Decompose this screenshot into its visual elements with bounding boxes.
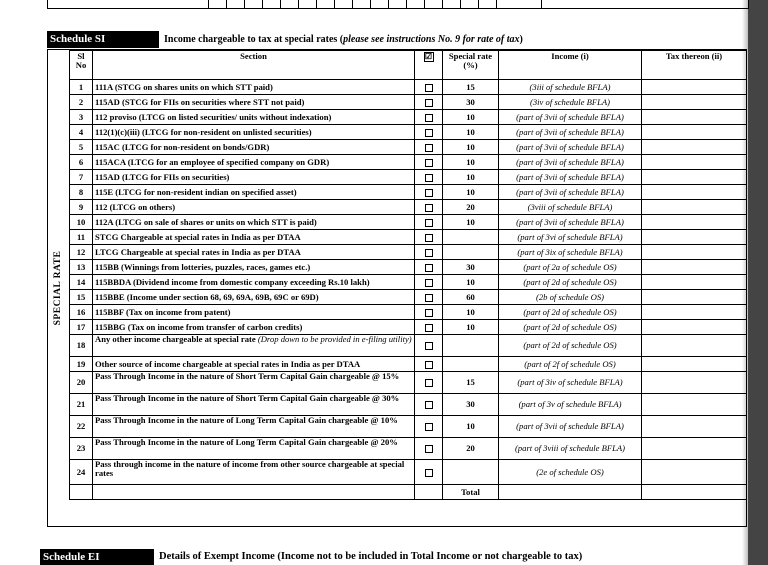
row-sl-no: 11 xyxy=(70,230,93,245)
row-checkbox[interactable] xyxy=(425,342,433,350)
row-section: 115AC (LTCG for non-resident on bonds/GDR) xyxy=(93,140,415,155)
row-income-field[interactable]: (part of 3vii of schedule BFLA) xyxy=(499,140,642,155)
row-income-field[interactable]: (part of 2a of schedule OS) xyxy=(499,260,642,275)
total-tax-field[interactable] xyxy=(642,485,747,500)
row-tax-field[interactable] xyxy=(642,394,747,416)
row-tax-field[interactable] xyxy=(642,290,747,305)
row-section: Pass Through Income in the nature of Long Term Capital Gain chargeable @ 20% xyxy=(93,438,415,460)
row-section: 115BBF (Tax on income from patent) xyxy=(93,305,415,320)
row-checkbox[interactable] xyxy=(425,159,433,167)
row-section: 112A (LTCG on sale of shares or units on which STT is paid) xyxy=(93,215,415,230)
row-tax-field[interactable] xyxy=(642,416,747,438)
row-sl-no: 19 xyxy=(70,357,93,372)
row-checkbox[interactable] xyxy=(425,469,433,477)
table-row xyxy=(70,80,747,95)
schedule-si-tag: Schedule SI xyxy=(47,31,159,48)
row-checkbox[interactable] xyxy=(425,361,433,369)
row-sl-no: 15 xyxy=(70,290,93,305)
header-special-rate: Special rate (%) xyxy=(443,51,499,80)
row-checkbox[interactable] xyxy=(425,204,433,212)
schedule-si-header xyxy=(47,31,747,48)
row-sl-no: 13 xyxy=(70,260,93,275)
row-section: STCG Chargeable at special rates in India as per DTAA xyxy=(93,230,415,245)
row-special-rate xyxy=(443,357,499,372)
row-income-field[interactable]: (part of 3vii of schedule BFLA) xyxy=(499,155,642,170)
table-row xyxy=(70,110,747,125)
row-income-field[interactable]: (part of 2f of schedule OS) xyxy=(499,357,642,372)
row-sl-no: 3 xyxy=(70,110,93,125)
table-row xyxy=(70,416,747,438)
row-tax-field[interactable] xyxy=(642,335,747,357)
row-sl-no: 4 xyxy=(70,125,93,140)
table-row xyxy=(70,125,747,140)
row-special-rate: 30 xyxy=(443,95,499,110)
row-section: Any other income chargeable at special rate (Drop down to be provided in e-filing utility) xyxy=(93,335,415,357)
table-row xyxy=(70,215,747,230)
row-checkbox[interactable] xyxy=(425,379,433,387)
table-row xyxy=(70,335,747,357)
table-row xyxy=(70,275,747,290)
row-checkbox[interactable] xyxy=(425,401,433,409)
row-tax-field[interactable] xyxy=(642,372,747,394)
row-income-field[interactable]: (3viii of schedule BFLA) xyxy=(499,200,642,215)
row-income-field[interactable]: (part of 3vii of schedule BFLA) xyxy=(499,170,642,185)
row-sl-no: 16 xyxy=(70,305,93,320)
table-row xyxy=(70,185,747,200)
row-checkbox[interactable] xyxy=(425,294,433,302)
row-tax-field[interactable] xyxy=(642,170,747,185)
row-section: 115AD (LTCG for FIIs on securities) xyxy=(93,170,415,185)
table-row xyxy=(70,320,747,335)
row-special-rate: 10 xyxy=(443,170,499,185)
row-tax-field[interactable] xyxy=(642,185,747,200)
row-tax-field[interactable] xyxy=(642,320,747,335)
row-section: Other source of income chargeable at special rates in India as per DTAA xyxy=(93,357,415,372)
row-checkbox[interactable] xyxy=(425,114,433,122)
row-checkbox[interactable] xyxy=(425,189,433,197)
row-sl-no: 1 xyxy=(70,80,93,95)
row-income-field[interactable]: (part of 3vii of schedule BFLA) xyxy=(499,416,642,438)
row-income-field[interactable]: (part of 3vii of schedule BFLA) xyxy=(499,110,642,125)
row-tax-field[interactable] xyxy=(642,215,747,230)
row-tax-field[interactable] xyxy=(642,357,747,372)
total-label: Total xyxy=(443,485,499,500)
row-section: Pass through income in the nature of income from other source chargeable at special rates xyxy=(93,460,415,485)
row-income-field[interactable]: (part of 2d of schedule OS) xyxy=(499,320,642,335)
viewer-scrollbar-gutter xyxy=(748,0,768,565)
row-section: 112 (LTCG on others) xyxy=(93,200,415,215)
row-sl-no: 23 xyxy=(70,438,93,460)
row-checkbox[interactable] xyxy=(425,99,433,107)
row-sl-no: 8 xyxy=(70,185,93,200)
table-row xyxy=(70,372,747,394)
row-special-rate: 10 xyxy=(443,110,499,125)
row-checkbox[interactable] xyxy=(425,445,433,453)
row-special-rate: 10 xyxy=(443,320,499,335)
row-special-rate: 10 xyxy=(443,305,499,320)
table-row xyxy=(70,394,747,416)
row-tax-field[interactable] xyxy=(642,200,747,215)
row-section: 115BBG (Tax on income from transfer of carbon credits) xyxy=(93,320,415,335)
table-row xyxy=(70,230,747,245)
row-sl-no: 18 xyxy=(70,335,93,357)
row-section: 111A (STCG on shares units on which STT paid) xyxy=(93,80,415,95)
row-income-field[interactable]: (part of 3vi of schedule BFLA) xyxy=(499,230,642,245)
header-sl-no: Sl No xyxy=(70,51,93,80)
row-special-rate xyxy=(443,460,499,485)
row-section: 115BB (Winnings from lotteries, puzzles, races, games etc.) xyxy=(93,260,415,275)
row-special-rate xyxy=(443,335,499,357)
row-sl-no: 21 xyxy=(70,394,93,416)
row-tax-field[interactable] xyxy=(642,140,747,155)
row-special-rate: 15 xyxy=(443,80,499,95)
row-income-field[interactable]: (part of 2d of schedule OS) xyxy=(499,335,642,357)
table-row xyxy=(70,155,747,170)
row-checkbox[interactable] xyxy=(425,324,433,332)
row-sl-no: 20 xyxy=(70,372,93,394)
row-section: 115ACA (LTCG for an employee of specified company on GDR) xyxy=(93,155,415,170)
row-tax-field[interactable] xyxy=(642,125,747,140)
schedule-ei-description: Details of Exempt Income (Income not to be included in Total Income or not chargeable to tax) xyxy=(159,551,583,562)
table-row xyxy=(70,200,747,215)
row-special-rate: 20 xyxy=(443,438,499,460)
row-tax-field[interactable] xyxy=(642,460,747,485)
row-sl-no: 10 xyxy=(70,215,93,230)
row-section-note: (Drop down to be provided in e-filing utility) xyxy=(257,334,412,344)
row-income-field[interactable]: (part of 3vii of schedule BFLA) xyxy=(499,125,642,140)
row-special-rate: 10 xyxy=(443,416,499,438)
row-income-field[interactable]: (part of 3vii of schedule BFLA) xyxy=(499,185,642,200)
row-section: Pass Through Income in the nature of Short Term Capital Gain chargeable @ 30% xyxy=(93,394,415,416)
row-sl-no: 22 xyxy=(70,416,93,438)
row-special-rate: 10 xyxy=(443,140,499,155)
row-checkbox[interactable] xyxy=(425,249,433,257)
row-checkbox[interactable] xyxy=(425,423,433,431)
row-section: 115BBE (Income under section 68, 69, 69A, 69B, 69C or 69D) xyxy=(93,290,415,305)
row-income-field[interactable]: (part of 3iv of schedule BFLA) xyxy=(499,372,642,394)
row-income-field[interactable]: (part of 2d of schedule OS) xyxy=(499,275,642,290)
row-income-field[interactable]: (part of 3viii of schedule BFLA) xyxy=(499,438,642,460)
row-tax-field[interactable] xyxy=(642,275,747,290)
row-checkbox[interactable] xyxy=(425,279,433,287)
row-checkbox[interactable] xyxy=(425,129,433,137)
row-special-rate: 20 xyxy=(443,200,499,215)
row-section: LTCG Chargeable at special rates in India as per DTAA xyxy=(93,245,415,260)
row-tax-field[interactable] xyxy=(642,260,747,275)
table-row xyxy=(70,460,747,485)
row-checkbox[interactable] xyxy=(425,234,433,242)
previous-table-remnant xyxy=(47,0,749,9)
row-special-rate: 30 xyxy=(443,394,499,416)
table-row xyxy=(70,305,747,320)
row-income-field[interactable]: (2e of schedule OS) xyxy=(499,460,642,485)
row-income-field[interactable]: (3iii of schedule BFLA) xyxy=(499,80,642,95)
row-section: 112 proviso (LTCG on listed securities/ units without indexation) xyxy=(93,110,415,125)
row-tax-field[interactable] xyxy=(642,95,747,110)
table-row xyxy=(70,438,747,460)
row-section: 115BBDA (Dividend income from domestic company exceeding Rs.10 lakh) xyxy=(93,275,415,290)
row-special-rate xyxy=(443,245,499,260)
total-income-field[interactable] xyxy=(499,485,642,500)
row-section: Pass Through Income in the nature of Short Term Capital Gain chargeable @ 15% xyxy=(93,372,415,394)
row-income-field[interactable]: (2b of schedule OS) xyxy=(499,290,642,305)
row-section: 115AD (STCG for FIIs on securities where STT not paid) xyxy=(93,95,415,110)
row-special-rate: 30 xyxy=(443,260,499,275)
row-tax-field[interactable] xyxy=(642,245,747,260)
row-section: Pass Through Income in the nature of Long Term Capital Gain chargeable @ 10% xyxy=(93,416,415,438)
row-checkbox[interactable] xyxy=(425,264,433,272)
table-row xyxy=(70,357,747,372)
table-row xyxy=(70,260,747,275)
header-tax-thereon: Tax thereon (ii) xyxy=(642,51,747,80)
header-check xyxy=(415,51,443,80)
row-tax-field[interactable] xyxy=(642,305,747,320)
row-checkbox[interactable] xyxy=(425,174,433,182)
schedule-si-table xyxy=(69,50,747,500)
row-income-field[interactable]: (part of 2d of schedule OS) xyxy=(499,305,642,320)
row-tax-field[interactable] xyxy=(642,80,747,95)
row-special-rate: 15 xyxy=(443,372,499,394)
row-special-rate: 10 xyxy=(443,275,499,290)
row-sl-no: 12 xyxy=(70,245,93,260)
schedule-si-description: Income chargeable to tax at special rates (please see instructions No. 9 for rate of tax) xyxy=(164,34,523,45)
row-sl-no: 5 xyxy=(70,140,93,155)
row-sl-no: 14 xyxy=(70,275,93,290)
row-checkbox[interactable] xyxy=(425,219,433,227)
row-sl-no: 6 xyxy=(70,155,93,170)
row-income-field[interactable]: (3iv of schedule BFLA) xyxy=(499,95,642,110)
row-tax-field[interactable] xyxy=(642,110,747,125)
table-row xyxy=(70,170,747,185)
header-section: Section xyxy=(93,51,415,80)
row-income-field[interactable]: (part of 3v of schedule BFLA) xyxy=(499,394,642,416)
table-row xyxy=(70,95,747,110)
row-tax-field[interactable] xyxy=(642,155,747,170)
special-rate-side-label: SPECIAL RATE xyxy=(53,250,63,326)
row-income-field[interactable]: (part of 3vii of schedule BFLA) xyxy=(499,215,642,230)
row-tax-field[interactable] xyxy=(642,230,747,245)
row-tax-field[interactable] xyxy=(642,438,747,460)
row-special-rate: 10 xyxy=(443,155,499,170)
checked-box-icon: ☑ xyxy=(424,52,433,61)
row-sl-no: 2 xyxy=(70,95,93,110)
schedule-ei-header xyxy=(40,549,740,565)
row-sl-no: 24 xyxy=(70,460,93,485)
row-checkbox[interactable] xyxy=(425,144,433,152)
row-special-rate: 10 xyxy=(443,185,499,200)
row-checkbox[interactable] xyxy=(425,309,433,317)
row-special-rate: 60 xyxy=(443,290,499,305)
row-checkbox[interactable] xyxy=(425,84,433,92)
header-income: Income (i) xyxy=(499,51,642,80)
row-special-rate: 10 xyxy=(443,215,499,230)
schedule-ei-tag: Schedule EI xyxy=(40,549,154,565)
row-special-rate xyxy=(443,230,499,245)
row-income-field[interactable]: (part of 3ix of schedule BFLA) xyxy=(499,245,642,260)
row-sl-no: 7 xyxy=(70,170,93,185)
table-row xyxy=(70,290,747,305)
row-sl-no: 17 xyxy=(70,320,93,335)
row-section: 115E (LTCG for non-resident indian on specified asset) xyxy=(93,185,415,200)
row-section: 112(1)(c)(iii) (LTCG for non-resident on unlisted securities) xyxy=(93,125,415,140)
row-sl-no: 9 xyxy=(70,200,93,215)
table-row xyxy=(70,140,747,155)
row-special-rate: 10 xyxy=(443,125,499,140)
table-row xyxy=(70,245,747,260)
